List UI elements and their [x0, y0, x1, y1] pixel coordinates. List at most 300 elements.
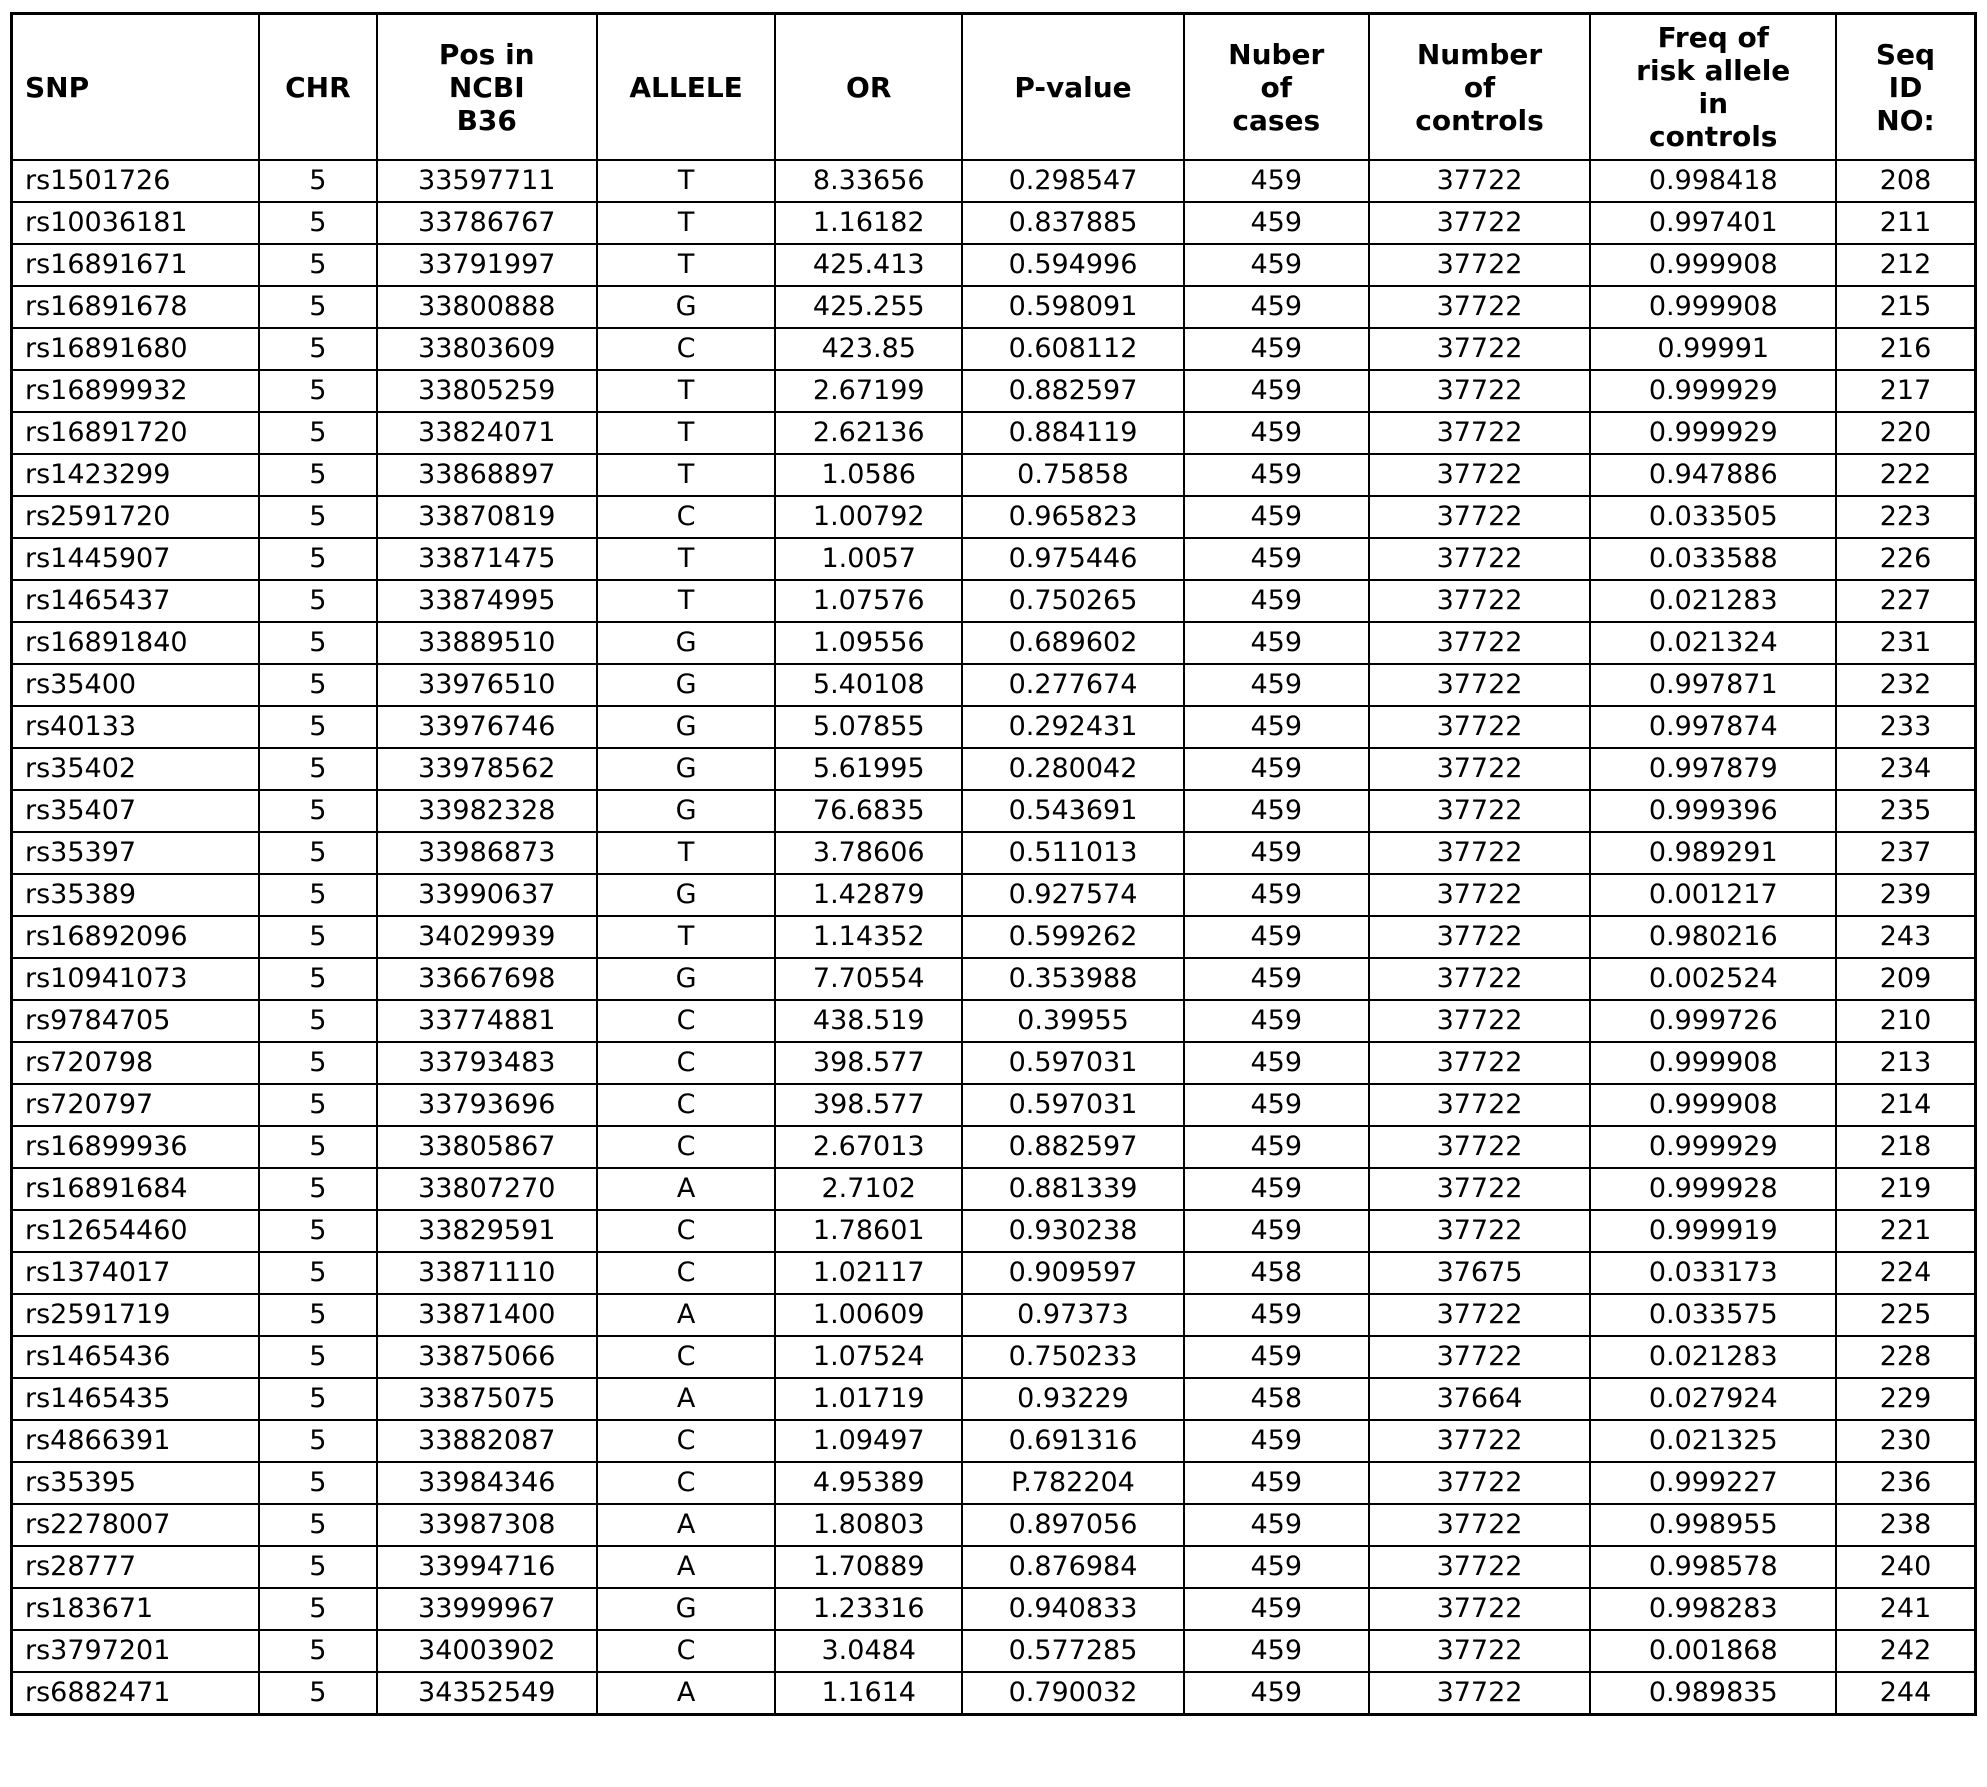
cell-seqid: 208 [1836, 160, 1976, 202]
cell-chr: 5 [259, 370, 377, 412]
cell-controls: 37722 [1369, 664, 1591, 706]
cell-pos: 33824071 [377, 412, 597, 454]
cell-pos: 33889510 [377, 622, 597, 664]
cell-freq: 0.999929 [1590, 370, 1836, 412]
cell-or: 1.07524 [775, 1336, 962, 1378]
cell-allele: G [597, 664, 776, 706]
cell-controls: 37722 [1369, 706, 1591, 748]
column-header-or: OR [775, 14, 962, 161]
cell-cases: 459 [1184, 1126, 1369, 1168]
cell-chr: 5 [259, 706, 377, 748]
cell-freq: 0.033173 [1590, 1252, 1836, 1294]
table-row [12, 1084, 1976, 1126]
table-header-row [12, 14, 1976, 161]
cell-allele: C [597, 1042, 776, 1084]
cell-cases: 459 [1184, 874, 1369, 916]
snp-results-table [10, 12, 1977, 1716]
cell-freq: 0.998283 [1590, 1588, 1836, 1630]
cell-allele: A [597, 1672, 776, 1714]
cell-pos: 33871400 [377, 1294, 597, 1336]
cell-seqid: 218 [1836, 1126, 1976, 1168]
table-row [12, 496, 1976, 538]
cell-seqid: 212 [1836, 244, 1976, 286]
cell-freq: 0.999227 [1590, 1462, 1836, 1504]
cell-or: 1.23316 [775, 1588, 962, 1630]
cell-cases: 459 [1184, 1630, 1369, 1672]
cell-snp: rs6882471 [12, 1672, 259, 1714]
cell-freq: 0.021283 [1590, 1336, 1836, 1378]
cell-cases: 459 [1184, 916, 1369, 958]
cell-or: 3.0484 [775, 1630, 962, 1672]
cell-allele: C [597, 1252, 776, 1294]
cell-pos: 33786767 [377, 202, 597, 244]
cell-snp: rs35402 [12, 748, 259, 790]
cell-pos: 33807270 [377, 1168, 597, 1210]
cell-pvalue: 0.927574 [962, 874, 1184, 916]
cell-cases: 459 [1184, 1168, 1369, 1210]
cell-or: 1.42879 [775, 874, 962, 916]
table-row [12, 1672, 1976, 1714]
cell-controls: 37722 [1369, 1084, 1591, 1126]
cell-controls: 37722 [1369, 958, 1591, 1000]
cell-seqid: 210 [1836, 1000, 1976, 1042]
table-row [12, 454, 1976, 496]
cell-controls: 37722 [1369, 580, 1591, 622]
cell-pos: 33774881 [377, 1000, 597, 1042]
cell-controls: 37722 [1369, 202, 1591, 244]
cell-allele: C [597, 1084, 776, 1126]
cell-chr: 5 [259, 244, 377, 286]
cell-or: 8.33656 [775, 160, 962, 202]
cell-cases: 459 [1184, 1672, 1369, 1714]
cell-pvalue: 0.597031 [962, 1042, 1184, 1084]
cell-or: 425.413 [775, 244, 962, 286]
cell-freq: 0.998578 [1590, 1546, 1836, 1588]
cell-chr: 5 [259, 538, 377, 580]
cell-controls: 37722 [1369, 496, 1591, 538]
cell-controls: 37722 [1369, 622, 1591, 664]
cell-pvalue: 0.511013 [962, 832, 1184, 874]
cell-pos: 33976746 [377, 706, 597, 748]
cell-pos: 33871475 [377, 538, 597, 580]
cell-or: 1.02117 [775, 1252, 962, 1294]
cell-pos: 33982328 [377, 790, 597, 832]
cell-freq: 0.999908 [1590, 286, 1836, 328]
cell-controls: 37722 [1369, 1462, 1591, 1504]
column-header-controls: Number of controls [1369, 14, 1591, 161]
cell-cases: 459 [1184, 1294, 1369, 1336]
cell-allele: T [597, 580, 776, 622]
cell-pos: 33868897 [377, 454, 597, 496]
cell-allele: G [597, 958, 776, 1000]
cell-snp: rs35397 [12, 832, 259, 874]
cell-pos: 33793483 [377, 1042, 597, 1084]
cell-controls: 37722 [1369, 286, 1591, 328]
cell-freq: 0.99991 [1590, 328, 1836, 370]
cell-allele: A [597, 1378, 776, 1420]
cell-seqid: 227 [1836, 580, 1976, 622]
cell-allele: T [597, 202, 776, 244]
cell-or: 398.577 [775, 1084, 962, 1126]
cell-controls: 37722 [1369, 370, 1591, 412]
cell-chr: 5 [259, 748, 377, 790]
cell-snp: rs35400 [12, 664, 259, 706]
cell-or: 1.70889 [775, 1546, 962, 1588]
cell-allele: C [597, 1000, 776, 1042]
cell-pos: 33986873 [377, 832, 597, 874]
cell-or: 2.67199 [775, 370, 962, 412]
table-row [12, 1126, 1976, 1168]
cell-or: 1.78601 [775, 1210, 962, 1252]
cell-controls: 37722 [1369, 1672, 1591, 1714]
cell-or: 1.16182 [775, 202, 962, 244]
cell-snp: rs10036181 [12, 202, 259, 244]
cell-freq: 0.001217 [1590, 874, 1836, 916]
cell-controls: 37675 [1369, 1252, 1591, 1294]
table-row [12, 1336, 1976, 1378]
cell-freq: 0.989291 [1590, 832, 1836, 874]
cell-chr: 5 [259, 790, 377, 832]
cell-cases: 459 [1184, 1504, 1369, 1546]
cell-pvalue: 0.292431 [962, 706, 1184, 748]
table-row [12, 664, 1976, 706]
cell-snp: rs16891720 [12, 412, 259, 454]
table-row [12, 1210, 1976, 1252]
cell-allele: C [597, 1126, 776, 1168]
cell-controls: 37722 [1369, 538, 1591, 580]
table-row [12, 958, 1976, 1000]
table-row [12, 202, 1976, 244]
cell-freq: 0.021324 [1590, 622, 1836, 664]
cell-or: 398.577 [775, 1042, 962, 1084]
cell-cases: 459 [1184, 580, 1369, 622]
cell-or: 1.80803 [775, 1504, 962, 1546]
cell-freq: 0.999929 [1590, 1126, 1836, 1168]
table-row [12, 748, 1976, 790]
cell-chr: 5 [259, 286, 377, 328]
column-header-pos: Pos in NCBI B36 [377, 14, 597, 161]
cell-seqid: 243 [1836, 916, 1976, 958]
cell-allele: T [597, 538, 776, 580]
cell-or: 1.01719 [775, 1378, 962, 1420]
table-row [12, 1000, 1976, 1042]
cell-snp: rs1423299 [12, 454, 259, 496]
cell-snp: rs3797201 [12, 1630, 259, 1672]
cell-snp: rs16892096 [12, 916, 259, 958]
cell-pvalue: P.782204 [962, 1462, 1184, 1504]
cell-pvalue: 0.882597 [962, 370, 1184, 412]
cell-snp: rs4866391 [12, 1420, 259, 1462]
cell-snp: rs9784705 [12, 1000, 259, 1042]
cell-pos: 33994716 [377, 1546, 597, 1588]
cell-pvalue: 0.597031 [962, 1084, 1184, 1126]
cell-pvalue: 0.940833 [962, 1588, 1184, 1630]
cell-or: 1.0586 [775, 454, 962, 496]
cell-snp: rs16891680 [12, 328, 259, 370]
cell-pos: 33667698 [377, 958, 597, 1000]
cell-seqid: 209 [1836, 958, 1976, 1000]
cell-seqid: 244 [1836, 1672, 1976, 1714]
cell-allele: C [597, 496, 776, 538]
column-header-pvalue: P-value [962, 14, 1184, 161]
cell-controls: 37722 [1369, 1126, 1591, 1168]
table-row [12, 874, 1976, 916]
cell-snp: rs16891840 [12, 622, 259, 664]
cell-snp: rs720798 [12, 1042, 259, 1084]
cell-seqid: 239 [1836, 874, 1976, 916]
cell-snp: rs16891671 [12, 244, 259, 286]
cell-freq: 0.997871 [1590, 664, 1836, 706]
cell-allele: G [597, 874, 776, 916]
cell-snp: rs40133 [12, 706, 259, 748]
column-header-allele: ALLELE [597, 14, 776, 161]
table-row [12, 1042, 1976, 1084]
cell-allele: C [597, 1336, 776, 1378]
cell-snp: rs1445907 [12, 538, 259, 580]
cell-or: 425.255 [775, 286, 962, 328]
table-row [12, 706, 1976, 748]
cell-allele: G [597, 622, 776, 664]
cell-snp: rs720797 [12, 1084, 259, 1126]
cell-controls: 37722 [1369, 748, 1591, 790]
cell-seqid: 230 [1836, 1420, 1976, 1462]
table-row [12, 1378, 1976, 1420]
cell-allele: T [597, 412, 776, 454]
cell-cases: 459 [1184, 538, 1369, 580]
cell-chr: 5 [259, 1546, 377, 1588]
cell-pvalue: 0.577285 [962, 1630, 1184, 1672]
cell-cases: 459 [1184, 1588, 1369, 1630]
cell-snp: rs35407 [12, 790, 259, 832]
cell-controls: 37722 [1369, 874, 1591, 916]
cell-allele: G [597, 790, 776, 832]
table-row [12, 1168, 1976, 1210]
cell-seqid: 226 [1836, 538, 1976, 580]
cell-pos: 33803609 [377, 328, 597, 370]
cell-controls: 37722 [1369, 1168, 1591, 1210]
table-row [12, 1504, 1976, 1546]
cell-pos: 33882087 [377, 1420, 597, 1462]
cell-chr: 5 [259, 958, 377, 1000]
table-row [12, 328, 1976, 370]
cell-or: 423.85 [775, 328, 962, 370]
cell-controls: 37722 [1369, 454, 1591, 496]
cell-freq: 0.998955 [1590, 1504, 1836, 1546]
cell-allele: C [597, 1462, 776, 1504]
cell-snp: rs16899932 [12, 370, 259, 412]
cell-pos: 33791997 [377, 244, 597, 286]
cell-allele: C [597, 328, 776, 370]
cell-pvalue: 0.93229 [962, 1378, 1184, 1420]
cell-or: 3.78606 [775, 832, 962, 874]
cell-pvalue: 0.298547 [962, 160, 1184, 202]
cell-or: 4.95389 [775, 1462, 962, 1504]
cell-freq: 0.033575 [1590, 1294, 1836, 1336]
cell-controls: 37722 [1369, 832, 1591, 874]
column-header-chr: CHR [259, 14, 377, 161]
cell-or: 7.70554 [775, 958, 962, 1000]
cell-pvalue: 0.277674 [962, 664, 1184, 706]
cell-seqid: 235 [1836, 790, 1976, 832]
cell-allele: A [597, 1168, 776, 1210]
cell-pvalue: 0.897056 [962, 1504, 1184, 1546]
cell-pvalue: 0.599262 [962, 916, 1184, 958]
cell-seqid: 213 [1836, 1042, 1976, 1084]
cell-seqid: 216 [1836, 328, 1976, 370]
column-header-snp: SNP [12, 14, 259, 161]
cell-or: 1.07576 [775, 580, 962, 622]
cell-seqid: 228 [1836, 1336, 1976, 1378]
table-header [12, 14, 1976, 161]
cell-or: 1.00792 [775, 496, 962, 538]
cell-chr: 5 [259, 664, 377, 706]
cell-chr: 5 [259, 496, 377, 538]
table-row [12, 1252, 1976, 1294]
cell-snp: rs1465437 [12, 580, 259, 622]
cell-or: 5.61995 [775, 748, 962, 790]
table-row [12, 244, 1976, 286]
cell-seqid: 229 [1836, 1378, 1976, 1420]
cell-controls: 37722 [1369, 790, 1591, 832]
cell-cases: 459 [1184, 328, 1369, 370]
cell-seqid: 222 [1836, 454, 1976, 496]
table-row [12, 538, 1976, 580]
table-row [12, 286, 1976, 328]
cell-seqid: 214 [1836, 1084, 1976, 1126]
cell-or: 438.519 [775, 1000, 962, 1042]
cell-snp: rs35389 [12, 874, 259, 916]
cell-cases: 459 [1184, 1420, 1369, 1462]
cell-allele: A [597, 1294, 776, 1336]
table-row [12, 370, 1976, 412]
cell-snp: rs1465435 [12, 1378, 259, 1420]
table-row [12, 916, 1976, 958]
cell-chr: 5 [259, 580, 377, 622]
cell-freq: 0.947886 [1590, 454, 1836, 496]
cell-cases: 459 [1184, 1000, 1369, 1042]
cell-pos: 33999967 [377, 1588, 597, 1630]
cell-snp: rs2278007 [12, 1504, 259, 1546]
cell-controls: 37722 [1369, 1336, 1591, 1378]
cell-snp: rs1374017 [12, 1252, 259, 1294]
cell-chr: 5 [259, 1252, 377, 1294]
cell-cases: 459 [1184, 370, 1369, 412]
cell-pos: 33990637 [377, 874, 597, 916]
cell-freq: 0.997879 [1590, 748, 1836, 790]
cell-chr: 5 [259, 1126, 377, 1168]
table-row [12, 622, 1976, 664]
cell-pos: 33874995 [377, 580, 597, 622]
cell-pvalue: 0.598091 [962, 286, 1184, 328]
cell-or: 1.0057 [775, 538, 962, 580]
cell-or: 2.67013 [775, 1126, 962, 1168]
cell-chr: 5 [259, 1420, 377, 1462]
cell-seqid: 233 [1836, 706, 1976, 748]
cell-pvalue: 0.608112 [962, 328, 1184, 370]
table-row [12, 1294, 1976, 1336]
cell-pos: 33597711 [377, 160, 597, 202]
cell-controls: 37722 [1369, 1210, 1591, 1252]
cell-or: 5.07855 [775, 706, 962, 748]
cell-chr: 5 [259, 916, 377, 958]
cell-chr: 5 [259, 1042, 377, 1084]
cell-chr: 5 [259, 1294, 377, 1336]
cell-pvalue: 0.876984 [962, 1546, 1184, 1588]
cell-controls: 37722 [1369, 1294, 1591, 1336]
cell-controls: 37722 [1369, 160, 1591, 202]
cell-snp: rs12654460 [12, 1210, 259, 1252]
column-header-freq: Freq of risk allele in controls [1590, 14, 1836, 161]
cell-pvalue: 0.975446 [962, 538, 1184, 580]
cell-freq: 0.998418 [1590, 160, 1836, 202]
cell-allele: G [597, 1588, 776, 1630]
cell-seqid: 223 [1836, 496, 1976, 538]
table-row [12, 1630, 1976, 1672]
cell-snp: rs1465436 [12, 1336, 259, 1378]
cell-allele: G [597, 286, 776, 328]
cell-cases: 459 [1184, 244, 1369, 286]
cell-cases: 459 [1184, 496, 1369, 538]
cell-freq: 0.999396 [1590, 790, 1836, 832]
cell-allele: T [597, 160, 776, 202]
table-row [12, 1420, 1976, 1462]
cell-freq: 0.980216 [1590, 916, 1836, 958]
cell-cases: 459 [1184, 1084, 1369, 1126]
cell-freq: 0.999919 [1590, 1210, 1836, 1252]
cell-pvalue: 0.353988 [962, 958, 1184, 1000]
cell-chr: 5 [259, 1000, 377, 1042]
cell-pvalue: 0.280042 [962, 748, 1184, 790]
cell-pos: 33978562 [377, 748, 597, 790]
cell-pvalue: 0.39955 [962, 1000, 1184, 1042]
table-row [12, 1588, 1976, 1630]
cell-snp: rs183671 [12, 1588, 259, 1630]
cell-cases: 459 [1184, 790, 1369, 832]
cell-cases: 458 [1184, 1252, 1369, 1294]
cell-pos: 33976510 [377, 664, 597, 706]
table-row [12, 412, 1976, 454]
cell-cases: 459 [1184, 706, 1369, 748]
cell-allele: G [597, 748, 776, 790]
cell-seqid: 231 [1836, 622, 1976, 664]
cell-freq: 0.033588 [1590, 538, 1836, 580]
cell-pos: 34352549 [377, 1672, 597, 1714]
cell-pvalue: 0.909597 [962, 1252, 1184, 1294]
cell-cases: 459 [1184, 160, 1369, 202]
cell-seqid: 220 [1836, 412, 1976, 454]
table-row [12, 1546, 1976, 1588]
cell-pos: 33805867 [377, 1126, 597, 1168]
cell-cases: 459 [1184, 958, 1369, 1000]
cell-pos: 34003902 [377, 1630, 597, 1672]
cell-seqid: 236 [1836, 1462, 1976, 1504]
column-header-seqid: Seq ID NO: [1836, 14, 1976, 161]
cell-snp: rs2591719 [12, 1294, 259, 1336]
cell-pvalue: 0.750233 [962, 1336, 1184, 1378]
cell-seqid: 241 [1836, 1588, 1976, 1630]
cell-controls: 37664 [1369, 1378, 1591, 1420]
cell-pos: 33805259 [377, 370, 597, 412]
cell-controls: 37722 [1369, 244, 1591, 286]
cell-or: 2.62136 [775, 412, 962, 454]
cell-chr: 5 [259, 1504, 377, 1546]
cell-chr: 5 [259, 874, 377, 916]
cell-seqid: 217 [1836, 370, 1976, 412]
cell-controls: 37722 [1369, 412, 1591, 454]
cell-freq: 0.033505 [1590, 496, 1836, 538]
cell-freq: 0.999908 [1590, 1084, 1836, 1126]
cell-or: 1.14352 [775, 916, 962, 958]
